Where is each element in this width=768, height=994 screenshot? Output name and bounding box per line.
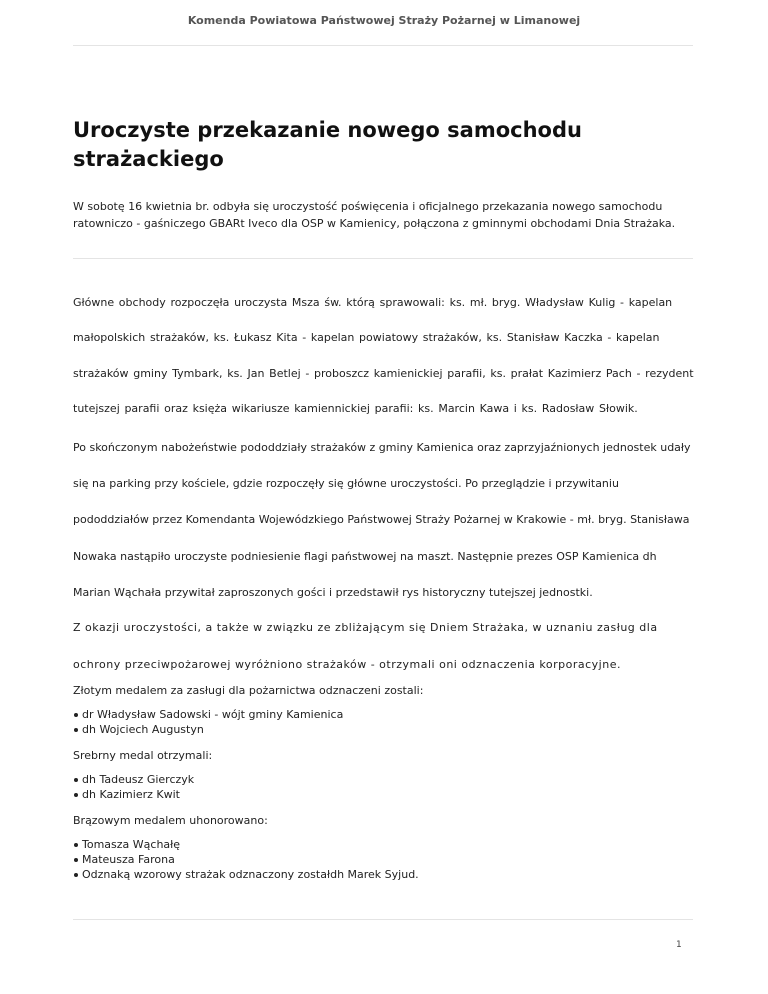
- list-item: Tomasza Wąchałę: [73, 837, 419, 852]
- lead-divider: [73, 258, 693, 259]
- list-item: Odznaką wzorowy strażak odznaczony zostałdh Marek Syjud.: [73, 867, 419, 882]
- article-title: Uroczyste przekazanie nowego samochodu strażackiego: [73, 118, 582, 171]
- list-item: dh Kazimierz Kwit: [73, 787, 194, 802]
- list-item: dh Wojciech Augustyn: [73, 722, 343, 737]
- list-item: dr Władysław Sadowski - wójt gminy Kamienica: [73, 707, 343, 722]
- page-number: 1: [676, 940, 682, 950]
- silver-medal-list: [73, 772, 194, 802]
- bronze-medal-label: Brązowym medalem uhonorowano:: [73, 814, 268, 827]
- silver-medal-label: Srebrny medal otrzymali:: [73, 749, 213, 762]
- article-lead: W sobotę 16 kwietnia br. odbyła się uroczystość poświęcenia i oficjalnego przekazania nowego samochodu ratowniczo - gaśniczego GBARt Iveco dla OSP w Kamienicy, połączona z gminnymi obchodami Dnia Strażaka.: [73, 200, 676, 230]
- site-header: Komenda Powiatowa Państwowej Straży Pożarnej w Limanowej: [187, 14, 581, 27]
- gold-medal-label: Złotym medalem za zasługi dla pożarnictwa odznaczeni zostali:: [73, 684, 424, 697]
- paragraph-mass: Główne obchody rozpoczęła uroczysta Msza św. którą sprawowali: ks. mł. bryg. Władysław Kulig - kapelan małopolskich strażaków, ks. Łukasz Kita - kapelan powiatowy strażaków, ks. Stanisław Kaczka - kapelan strażaków gminy Tymbark, ks. Jan Betlej - proboszcz kamienickiej parafii, ks. prałat Kazimierz Pach - rezydent tutejszej parafii oraz księża wikariusze kamiennickiej parafii: ks. Marcin Kawa i ks. Radosław Słowik.: [73, 296, 694, 415]
- bronze-medal-list: [73, 837, 419, 882]
- list-item: Mateusza Farona: [73, 852, 419, 867]
- paragraph-awards: Z okazji uroczystości, a także w związku ze zbliżającym się Dniem Strażaka, w uznaniu zasług dla ochrony przeciwpożarowej wyróżniono strażaków - otrzymali oni odznaczenia korporacyjne.: [73, 621, 658, 671]
- list-item: dh Tadeusz Gierczyk: [73, 772, 194, 787]
- gold-medal-list: [73, 707, 343, 737]
- header-divider: [73, 45, 693, 46]
- paragraph-ceremony: Po skończonym nabożeństwie pododdziały strażaków z gminy Kamienica oraz zaprzyjaźnionych jednostek udały się na parking przy kościele, gdzie rozpoczęły się główne uroczystości. Po przeglądzie i przywitaniu pododdziałów przez Komendanta Wojewódzkiego Państwowej Straży Pożarnej w Krakowie - mł. bryg. Stanisława Nowaka nastąpiło uroczyste podniesienie flagi państwowej na maszt. Następnie prezes OSP Kamienica dh Marian Wąchała przywitał zaproszonych gości i przedstawił rys historyczny tutejszej jednostki.: [73, 441, 691, 599]
- footer-divider: [73, 919, 693, 920]
